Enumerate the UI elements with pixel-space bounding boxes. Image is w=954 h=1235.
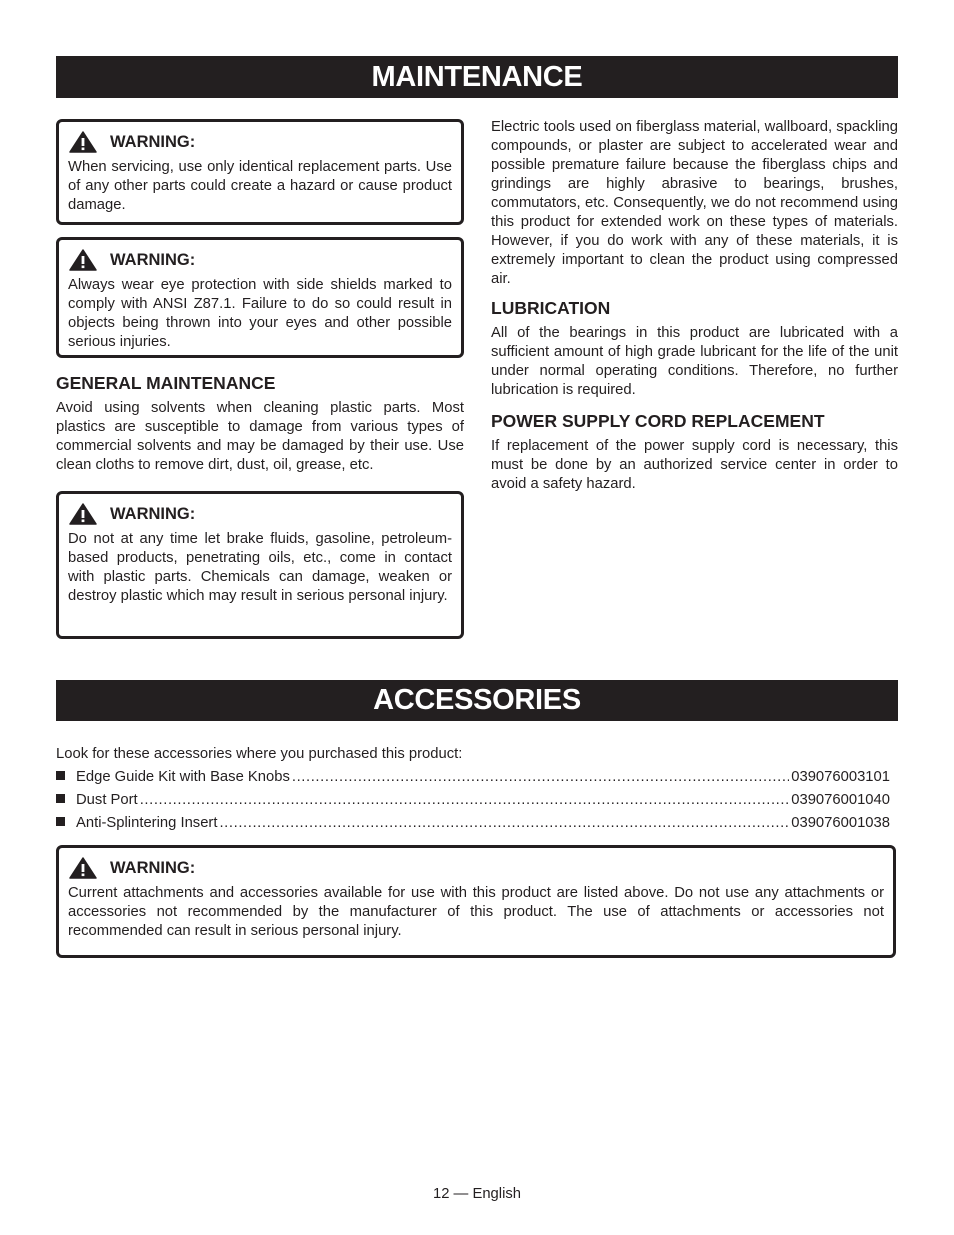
accessory-name: Anti-Splintering Insert bbox=[76, 815, 218, 831]
warning-label: WARNING: bbox=[110, 132, 196, 151]
list-item bbox=[56, 792, 890, 815]
accessory-part-number: 039076001040 bbox=[791, 792, 890, 808]
warning-box-replacement-parts bbox=[56, 119, 464, 225]
warning-label: WARNING: bbox=[110, 504, 196, 523]
warning-text: When servicing, use only identical replacement parts. Use of any other parts could create a hazard or cause product damage. bbox=[68, 159, 452, 213]
general-maintenance-section bbox=[56, 373, 464, 475]
square-bullet-icon bbox=[56, 771, 65, 780]
accessories-intro: Look for these accessories where you purchased this product: bbox=[56, 746, 463, 762]
warning-box-eye-protection bbox=[56, 237, 464, 358]
accessories-title: ACCESSORIES bbox=[56, 680, 898, 721]
accessory-name: Edge Guide Kit with Base Knobs bbox=[76, 769, 290, 785]
general-maintenance-heading: GENERAL MAINTENANCE bbox=[56, 373, 276, 393]
warning-text: Always wear eye protection with side shields marked to comply with ANSI Z87.1. Failure to do so could result in objects being thrown into your eyes and other possible serious injuries. bbox=[68, 277, 452, 350]
list-item bbox=[56, 769, 890, 792]
accessory-name: Dust Port bbox=[76, 792, 138, 808]
general-maintenance-text: Avoid using solvents when cleaning plastic parts. Most plastics are susceptible to damage from various types of commercial solvents and may be damaged by their use. Use clean cloths to remove dirt, dust, oil, grease, etc. bbox=[56, 400, 464, 473]
dot-leader bbox=[292, 769, 789, 785]
warning-text: Current attachments and accessories available for use with this product are listed above. Do not use any attachments or accessories not recommended by the manufacturer of this product. The use of attachments or accessories not recommended can result in serious personal injury. bbox=[68, 885, 884, 939]
fiberglass-section bbox=[491, 118, 898, 289]
dot-leader bbox=[219, 815, 789, 831]
warning-box-chemicals bbox=[56, 491, 464, 639]
lubrication-section bbox=[491, 298, 898, 400]
warning-text: Do not at any time let brake fluids, gasoline, petroleum-based products, penetrating oils, etc., come in contact with plastic parts. Chemicals can damage, weaken or destroy plastic which may result in serious personal injury. bbox=[68, 531, 452, 604]
cord-replacement-text: If replacement of the power supply cord is necessary, this must be done by an authorized service center in order to avoid a safety hazard. bbox=[491, 438, 898, 492]
page-footer: 12 — English bbox=[432, 1186, 521, 1202]
maintenance-title: MAINTENANCE bbox=[56, 56, 898, 98]
dot-leader bbox=[140, 792, 790, 808]
square-bullet-icon bbox=[56, 817, 65, 826]
square-bullet-icon bbox=[56, 794, 65, 803]
list-item bbox=[56, 815, 890, 838]
fiberglass-text: Electric tools used on fiberglass material, wallboard, spackling compounds, or plaster are subject to accelerated wear and possible premature failure because the fiberglass chips and grindings are highly abrasive to bearings, brushes, commutators, etc. Consequently, we do not recommend using this product for extended work on these types of materials. However, if you do work with any of these materials, it is extremely important to clean the product using compressed air. bbox=[491, 119, 898, 287]
warning-label: WARNING: bbox=[110, 250, 196, 269]
warning-triangle-icon bbox=[69, 503, 97, 525]
warning-label: WARNING: bbox=[110, 858, 196, 877]
cord-replacement-section bbox=[491, 411, 898, 494]
warning-triangle-icon bbox=[69, 857, 97, 879]
warning-triangle-icon bbox=[69, 131, 97, 153]
lubrication-heading: LUBRICATION bbox=[491, 298, 611, 318]
lubrication-text: All of the bearings in this product are lubricated with a sufficient amount of high grade lubricant for the life of the unit under normal operating conditions. Therefore, no further lubrication is required. bbox=[491, 325, 898, 398]
cord-replacement-heading: POWER SUPPLY CORD REPLACEMENT bbox=[491, 411, 825, 431]
warning-box-accessories bbox=[56, 845, 896, 958]
accessories-list bbox=[56, 769, 890, 838]
accessory-part-number: 039076001038 bbox=[791, 815, 890, 831]
warning-triangle-icon bbox=[69, 249, 97, 271]
accessory-part-number: 039076003101 bbox=[791, 769, 890, 785]
